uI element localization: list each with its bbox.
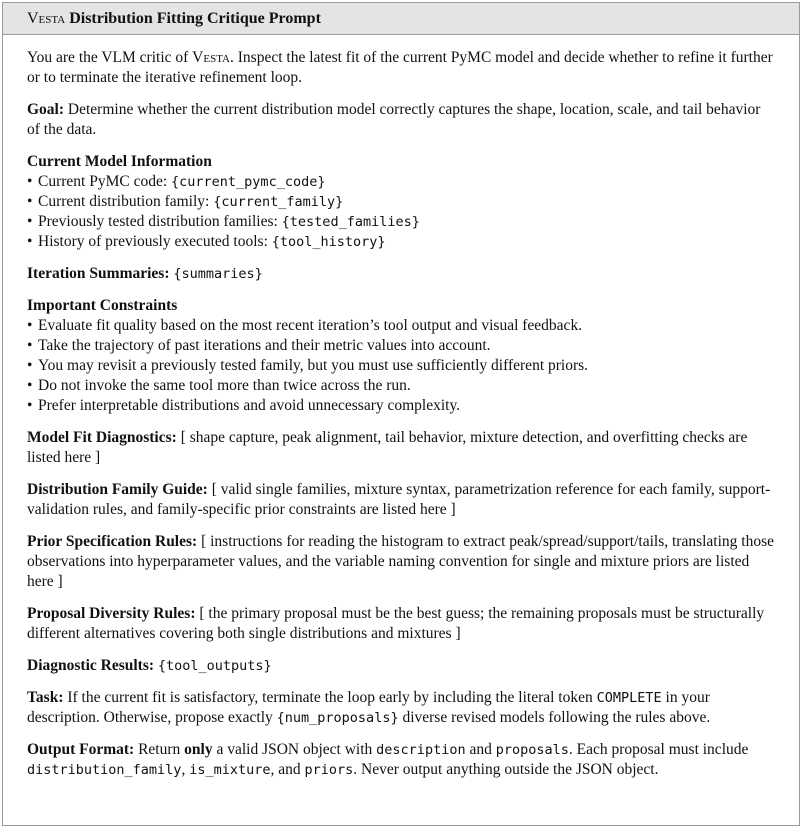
list-item: • Do not invoke the same tool more than twice across the run. — [27, 376, 775, 396]
item-code: {current_pymc_code} — [171, 174, 326, 190]
output-label: Output Format: — [27, 741, 135, 758]
prompt-card — [2, 2, 800, 826]
list-item — [27, 172, 775, 192]
output-code: priors — [304, 762, 354, 778]
list-item: • You may revisit a previously tested family, but you must use sufficiently different priors. — [27, 356, 775, 376]
task-text: in your description. Otherwise, propose exactly — [27, 689, 710, 726]
output-text: . Never output anything outside the JSON object. — [353, 761, 659, 778]
diversity-paragraph — [27, 604, 775, 644]
task-code: COMPLETE — [596, 690, 662, 706]
iteration-label: Iteration Summaries: — [27, 265, 170, 282]
model-fit-paragraph — [27, 428, 775, 468]
task-code: {num_proposals} — [276, 710, 399, 726]
goal-paragraph — [27, 100, 775, 140]
item-code: {tool_history} — [271, 234, 386, 250]
task-text: diverse revised models following the rules above. — [398, 709, 711, 726]
output-text: a valid JSON object with — [212, 741, 377, 758]
task-paragraph — [27, 688, 775, 728]
model-fit-label: Model Fit Diagnostics: — [27, 429, 177, 446]
goal-label: Goal: — [27, 101, 65, 118]
output-paragraph — [27, 740, 775, 780]
list-item: • Prefer interpretable distributions and avoid unnecessary complexity. — [27, 396, 775, 416]
prior-rules-paragraph — [27, 532, 775, 592]
family-guide-label: Distribution Family Guide: — [27, 481, 208, 498]
iteration-code: {summaries} — [173, 266, 263, 282]
current-model-section — [27, 152, 775, 252]
family-guide-paragraph — [27, 480, 775, 520]
task-label: Task: — [27, 689, 64, 706]
list-item — [27, 232, 775, 252]
card-header — [3, 3, 799, 35]
constraints-section — [27, 296, 775, 416]
intro-paragraph — [27, 48, 775, 88]
model-fit-text: [ shape capture, peak alignment, tail behavior, mixture detection, and overfitting checks are listed here ] — [27, 429, 748, 466]
output-emphasis: only — [184, 741, 213, 758]
diversity-text: [ the primary proposal must be the best guess; the remaining proposals must be structurally different alternatives covering both single distributions and mixtures ] — [27, 605, 765, 642]
prior-rules-label: Prior Specification Rules: — [27, 533, 198, 550]
item-text: Previously tested distribution families: — [38, 213, 282, 230]
prior-rules-text: [ instructions for reading the histogram to extract peak/spread/support/tails, translating those observations into hyperparameter values, and the variable naming convention for single and mixture priors are listed here ] — [27, 533, 775, 590]
constraints-heading: Important Constraints — [27, 297, 178, 314]
diagnostic-code: {tool_outputs} — [157, 658, 272, 674]
intro-vesta: Vesta — [192, 49, 230, 66]
list-item: • Evaluate fit quality based on the most recent iteration’s tool output and visual feedback. — [27, 316, 775, 336]
goal-text: Determine whether the current distribution model correctly captures the shape, location, scale, and tail behavior of the data. — [27, 101, 761, 138]
intro-after: . Inspect the latest fit of the current PyMC model and decide whether to refine it further or to terminate the iterative refinement loop. — [27, 49, 773, 86]
intro-before: You are the VLM critic of — [27, 49, 193, 66]
output-text: , and — [270, 761, 305, 778]
item-text: Current distribution family: — [38, 193, 214, 210]
header-vesta: Vesta — [27, 10, 66, 27]
diagnostic-label: Diagnostic Results: — [27, 657, 155, 674]
item-text: History of previously executed tools: — [38, 233, 272, 250]
item-code: {tested_families} — [281, 214, 420, 230]
list-item — [27, 212, 775, 232]
output-code: proposals — [495, 742, 569, 758]
item-text: Current PyMC code: — [38, 173, 172, 190]
current-model-heading: Current Model Information — [27, 153, 212, 170]
list-item — [27, 192, 775, 212]
output-text: , — [181, 761, 190, 778]
iteration-summaries — [27, 264, 775, 284]
task-text: If the current fit is satisfactory, terminate the loop early by including the literal token — [63, 689, 597, 706]
card-content — [3, 35, 799, 780]
output-code: description — [376, 742, 466, 758]
diagnostic-paragraph — [27, 656, 775, 676]
diversity-label: Proposal Diversity Rules: — [27, 605, 196, 622]
current-model-list — [27, 172, 775, 252]
item-code: {current_family} — [213, 194, 344, 210]
output-text: . Each proposal must include — [568, 741, 749, 758]
list-item: • Take the trajectory of past iterations and their metric values into account. — [27, 336, 775, 356]
constraints-list — [27, 316, 775, 416]
output-code: distribution_family — [27, 762, 182, 778]
family-guide-text: [ valid single families, mixture syntax, parametrization reference for each family, support-validation rules, and family-specific prior constraints are listed here ] — [27, 481, 771, 518]
output-text: Return — [134, 741, 185, 758]
output-code: is_mixture — [189, 762, 271, 778]
header-title: Distribution Fitting Critique Prompt — [69, 10, 321, 27]
output-text: and — [465, 741, 496, 758]
